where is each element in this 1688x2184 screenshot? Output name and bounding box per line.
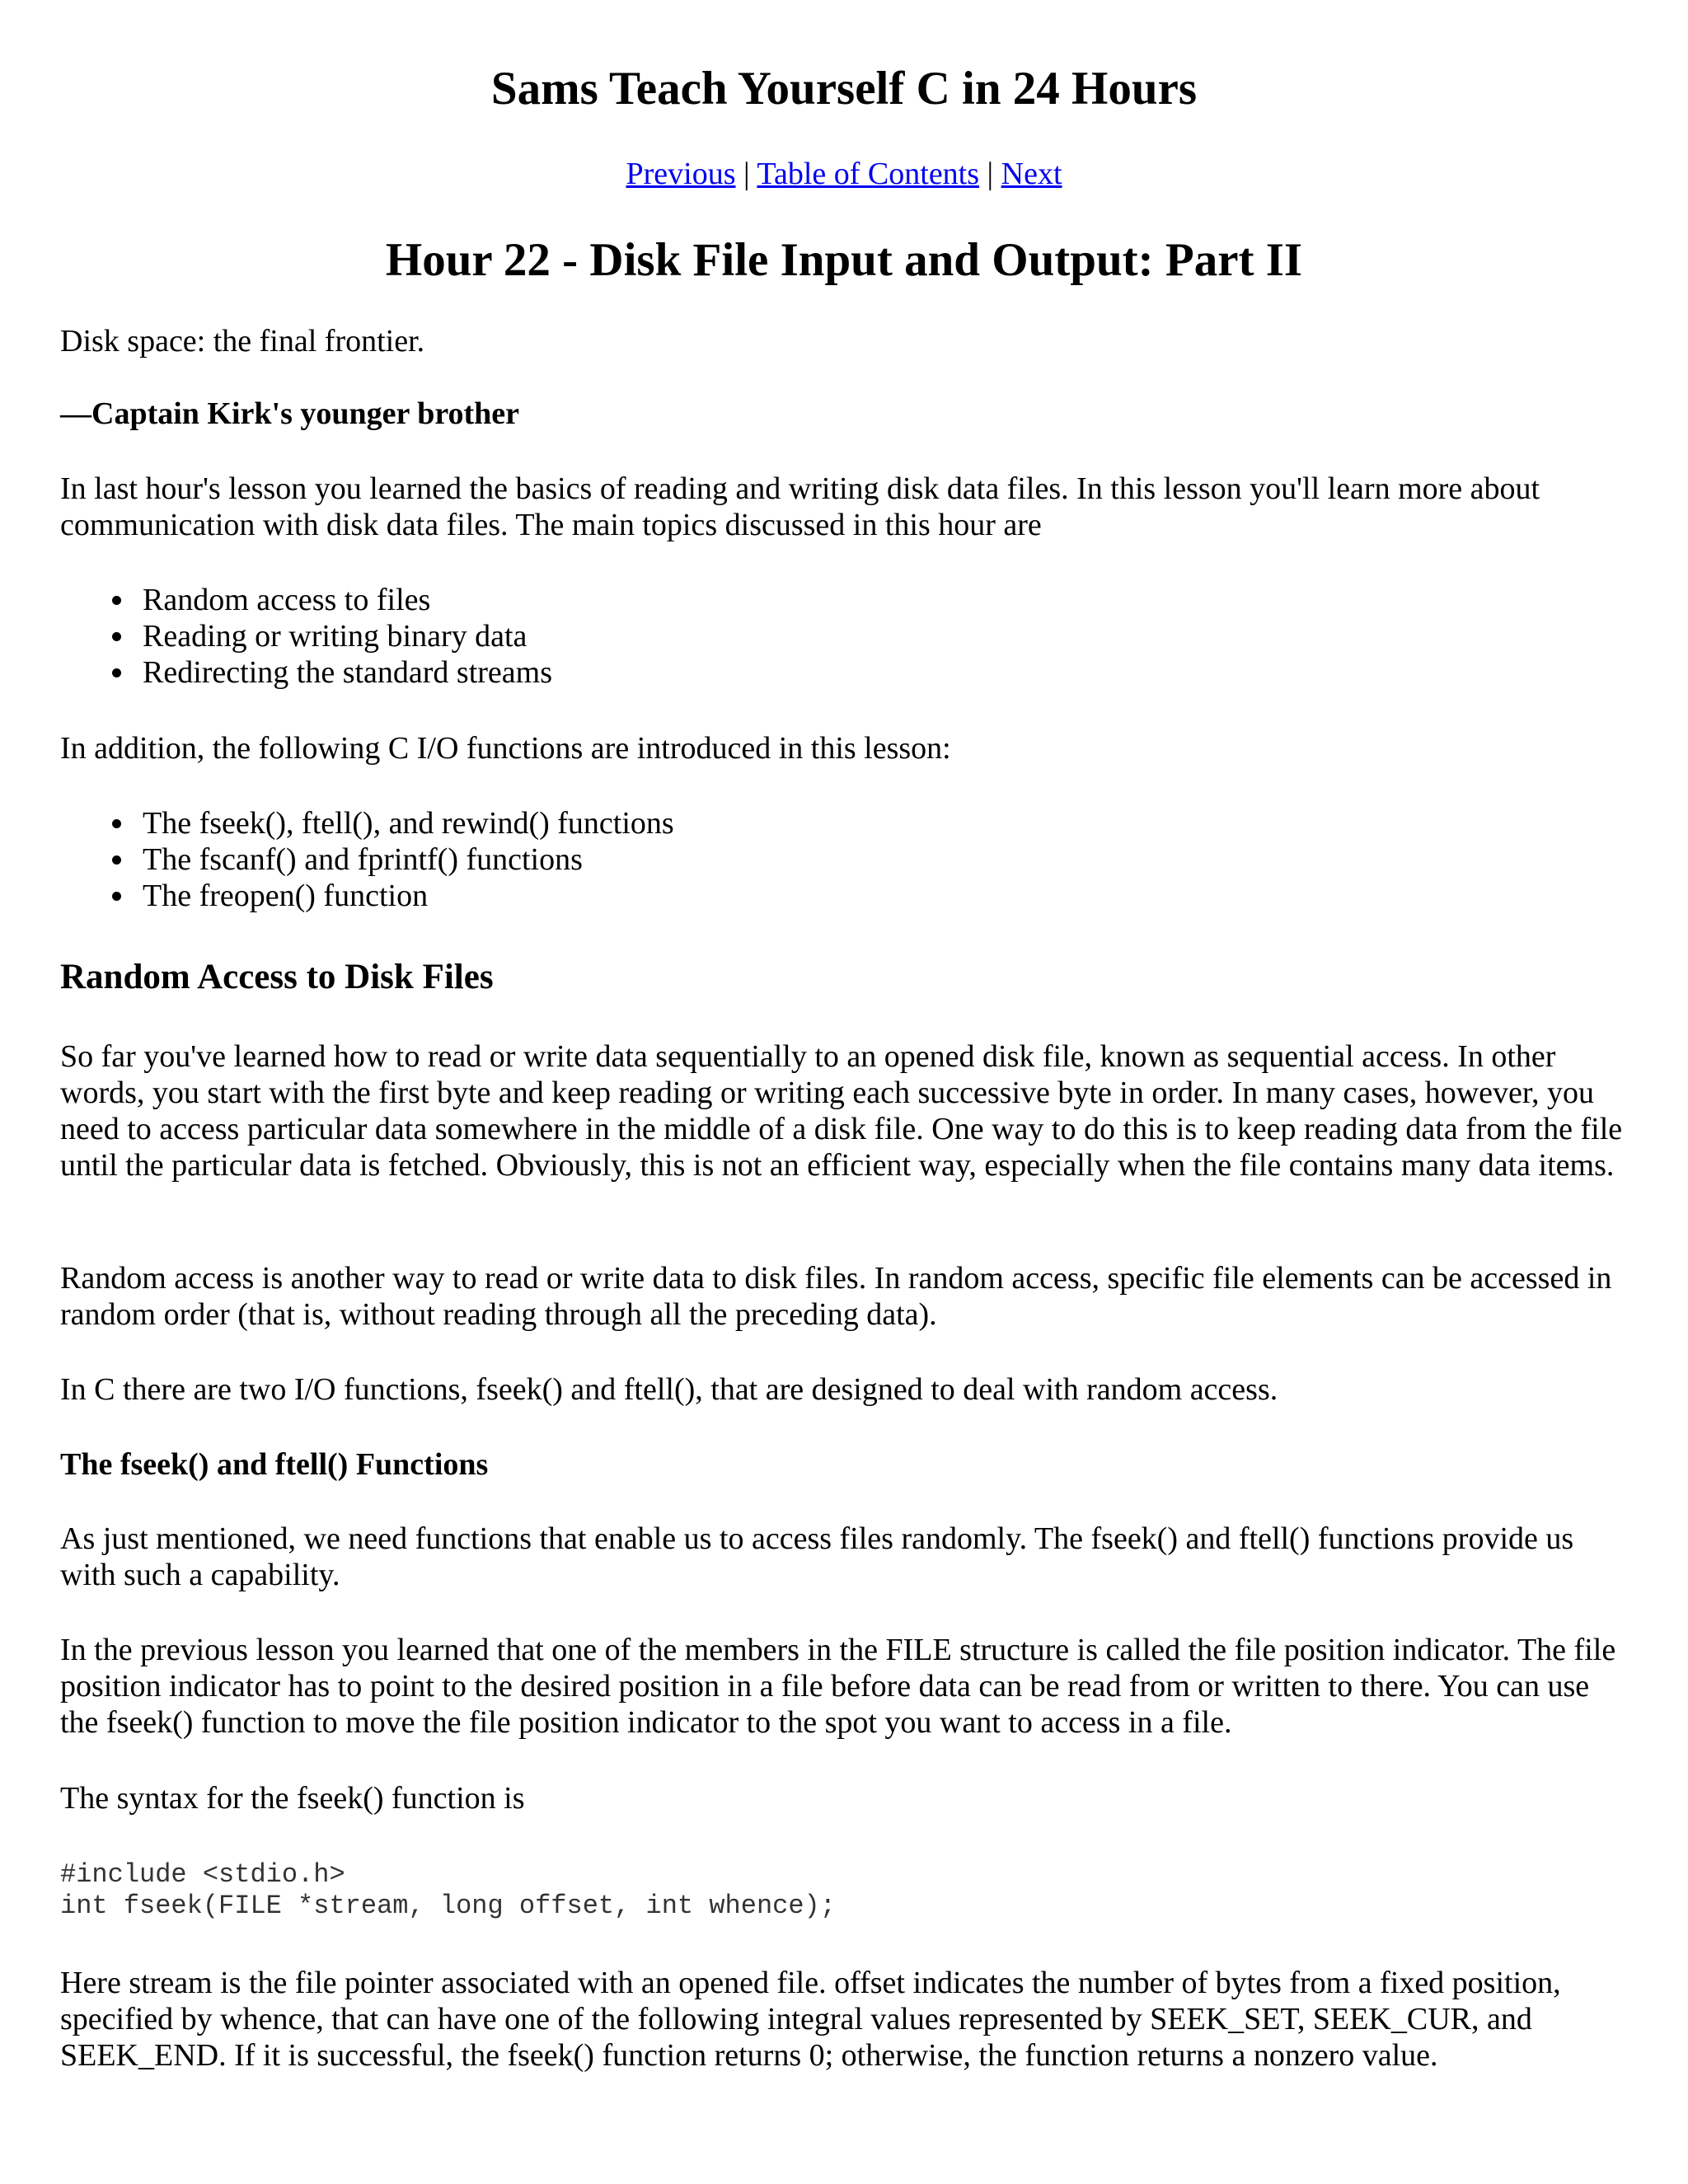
epigraph-attribution: —Captain Kirk's younger brother	[60, 396, 520, 431]
functions-list	[60, 805, 1628, 914]
paragraph: The syntax for the fseek() function is	[60, 1781, 525, 1816]
paragraph: As just mentioned, we need functions that enable us to access files randomly. The fseek() and ftell() functions provide us with such a capability.	[60, 1521, 1574, 1592]
bullet-icon	[112, 892, 121, 901]
nav-separator: |	[735, 157, 757, 191]
topics-list	[60, 582, 1628, 691]
paragraph: In C there are two I/O functions, fseek() and ftell(), that are designed to deal with random access.	[60, 1372, 1278, 1407]
table-of-contents-link[interactable]: Table of Contents	[757, 157, 980, 191]
epigraph-quote: Disk space: the final frontier.	[60, 324, 425, 359]
code-block: #include <stdio.h> int fseek(FILE *stream, long offset, int whence);	[60, 1859, 836, 1921]
paragraph: Here stream is the file pointer associated with an opened file. offset indicates the number of bytes from a fixed position, specified by whence, that can have one of the following integral values represented by SEEK_SET, SEEK_CUR, and SEEK_END. If it is successful, the fseek() function returns 0; otherwise, the function returns a nonzero value.	[60, 1966, 1561, 2073]
list-item: Redirecting the standard streams	[60, 654, 1628, 691]
list-item: Random access to files	[60, 582, 1628, 618]
subsection-heading: The fseek() and ftell() Functions	[60, 1447, 489, 1482]
paragraph: In the previous lesson you learned that one of the members in the FILE structure is called the file position indicator. The file position indicator has to point to the desired position in a file before data can be read from or written to there. You can use the fseek() function to move the file position indicator to the spot you want to access in a file.	[60, 1633, 1616, 1740]
bullet-icon	[112, 668, 121, 677]
nav-separator: |	[979, 157, 1001, 191]
list-item: The fscanf() and fprintf() functions	[60, 841, 1628, 878]
book-title: Sams Teach Yourself C in 24 Hours	[490, 63, 1198, 115]
list-item: Reading or writing binary data	[60, 618, 1628, 654]
intro-paragraph: In last hour's lesson you learned the basics of reading and writing disk data files. In this lesson you'll learn more about communication with disk data files. The main topics discussed in this hour are	[60, 471, 1540, 542]
paragraph: Random access is another way to read or write data to disk files. In random access, specific file elements can be accessed in random order (that is, without reading through all the preceding data).	[60, 1261, 1612, 1332]
functions-intro: In addition, the following C I/O functions are introduced in this lesson:	[60, 731, 951, 766]
section-heading: Random Access to Disk Files	[60, 958, 494, 996]
chapter-navigation	[60, 155, 1628, 193]
paragraph: So far you've learned how to read or write data sequentially to an opened disk file, known as sequential access. In other words, you start with the first byte and keep reading or writing each successive byte in order. In many cases, however, you need to access particular data somewhere in the middle of a disk file. One way to do this is to keep reading data from the file until the particular data is fetched. Obviously, this is not an efficient way, especially when the file contains many data items.	[60, 1039, 1623, 1183]
previous-link[interactable]: Previous	[626, 157, 736, 191]
bullet-icon	[112, 632, 121, 641]
hour-title: Hour 22 - Disk File Input and Output: Part II	[385, 234, 1303, 286]
bullet-icon	[112, 855, 121, 865]
bullet-icon	[112, 596, 121, 605]
list-item: The freopen() function	[60, 878, 1628, 914]
bullet-icon	[112, 819, 121, 828]
list-item: The fseek(), ftell(), and rewind() functions	[60, 805, 1628, 841]
next-link[interactable]: Next	[1001, 157, 1062, 191]
